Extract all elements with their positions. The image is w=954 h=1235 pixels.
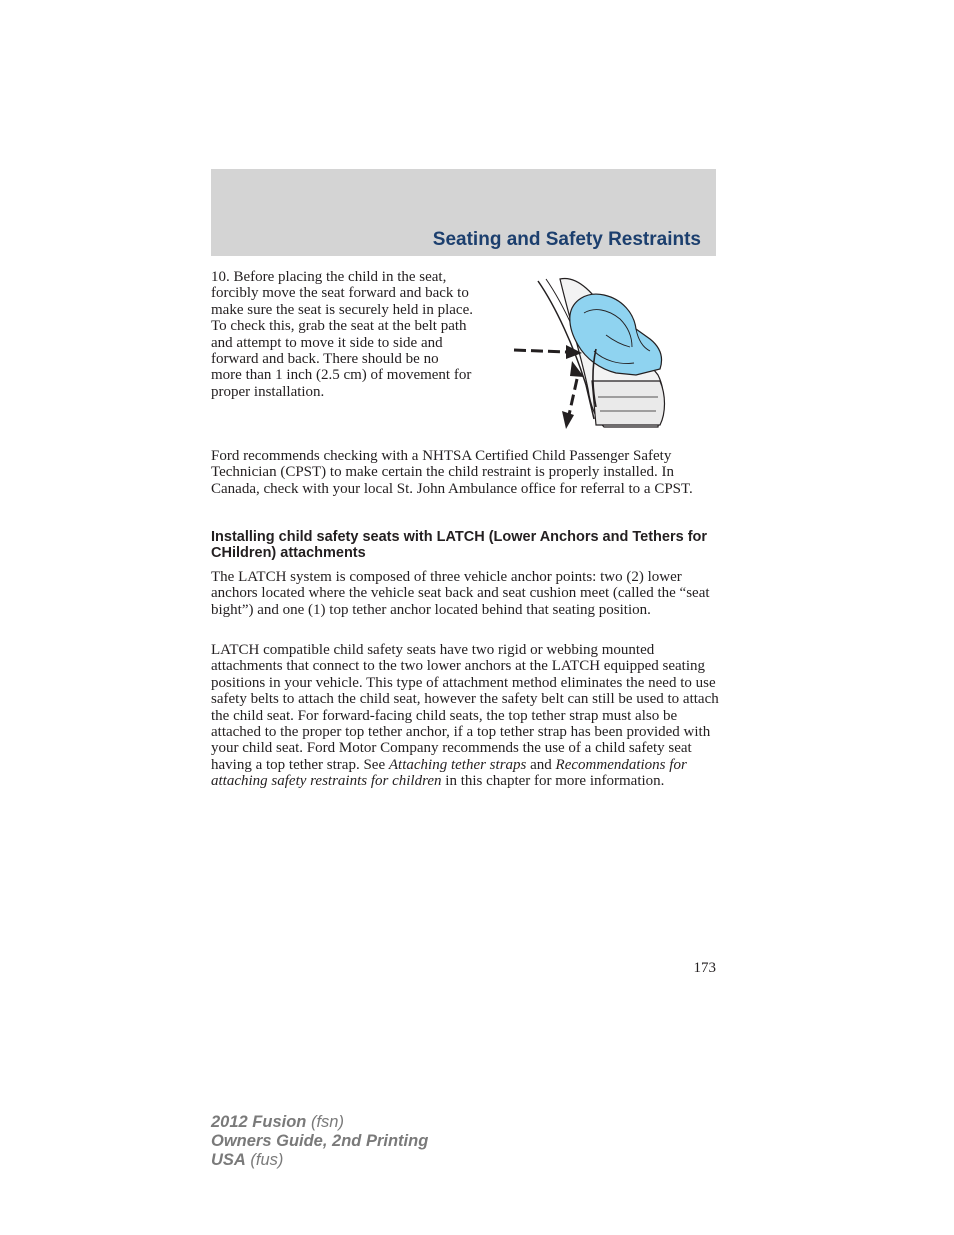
page-number: 173	[693, 960, 716, 976]
step-10-text: 10. Before placing the child in the seat, forcibly move the seat forward and back to make sure the seat is securely held in place. To check this, grab the seat at the belt path and attempt to move it side to side and forward and back. There should be no more than 1 inch (2.5 cm) of movement for proper installation.	[211, 269, 473, 400]
footer-line-model	[211, 1113, 428, 1132]
reference-recommendations-restraints: Recommendations for attaching safety restraints for children	[211, 756, 687, 790]
latch-paragraph-2	[211, 642, 721, 790]
footer-edition: Owners Guide, 2nd Printing	[211, 1132, 429, 1150]
footer-market-code: (fus)	[245, 1151, 284, 1169]
latch-paragraph-1: The LATCH system is composed of three vehicle anchor points: two (2) lower anchors located where the vehicle seat back and seat cushion meet (called the “seat bight”) and one (1) top tether anchor located behind that seating position.	[211, 569, 710, 618]
latch-paragraph-2-and: and	[526, 756, 556, 773]
footer-market: USA	[211, 1151, 246, 1169]
reference-attaching-tether-straps: Attaching tether straps	[388, 756, 527, 773]
latch-paragraph-2-start: LATCH compatible child safety seats have two rigid or webbing mounted attachments that connect to the two lower anchors at the LATCH equipped seating positions in your vehicle. This type of attachment method eliminates the need to use safety belts to attach the child seat, however the safety belt can still be used to attach the child seat. For forward-facing child seats, the top tether strap must also be attached to the proper top tether anchor, if a top tether strap has been provided with your child seat. Ford Motor Company recommends the use of a child safety seat having a top tether strap. See	[211, 642, 719, 773]
section-title: Seating and Safety Restraints	[432, 229, 701, 250]
recommendation-text: Ford recommends checking with a NHTSA Certified Child Passenger Safety Technician (CPST) to make certain the child restraint is properly installed. In Canada, check with your local St. John Ambulance office for referral to a CPST.	[211, 448, 693, 497]
latch-paragraph-2-end: in this chapter for more information.	[441, 773, 665, 790]
child-seat-illustration-icon	[508, 277, 672, 431]
footer-model: 2012 Fusion	[211, 1113, 307, 1131]
latch-heading: Installing child safety seats with LATCH (Lower Anchors and Tethers for CHildren) attachments	[211, 529, 708, 562]
section-header	[211, 169, 716, 256]
footer-line-market	[211, 1151, 428, 1170]
document-footer	[211, 1113, 428, 1170]
footer-model-code: (fsn)	[306, 1113, 344, 1131]
